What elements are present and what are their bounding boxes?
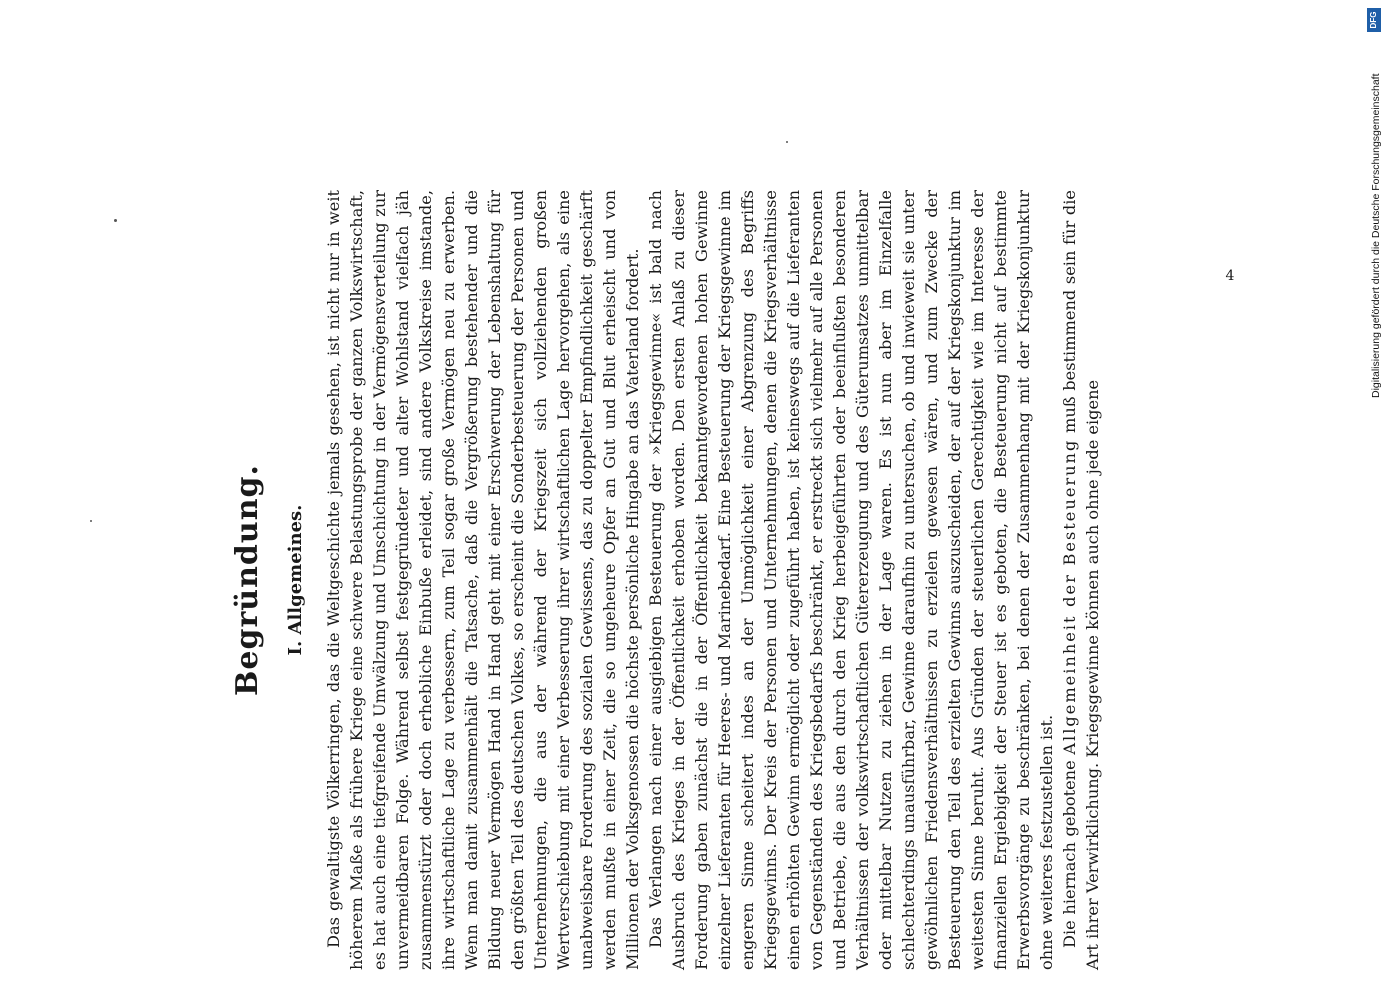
- credit-text: Digitalisierung gefördert durch die Deutsche Forschungsgemeinschaft: [1370, 73, 1382, 398]
- page-number: 4: [1225, 268, 1235, 284]
- paragraph-3: [1058, 190, 1104, 970]
- body-text: [322, 190, 1104, 970]
- scan-speck: [786, 141, 788, 143]
- scan-speck: [114, 219, 117, 222]
- paragraph-3-start: Die hiernach gebotene: [1060, 760, 1079, 948]
- paragraph-2: Das Verlangen nach einer ausgiebigen Besteuerung der »Kriegsgewinne« ist bald nach Ausbruch des Krieges in der Öffentlichkeit erhoben worden. Den ersten Anlaß zu dieser Forderung gaben zunächst die in der Öffentlichkeit bekanntgewordenen hohen Gewinne einzelner Lieferanten für Heeres- und Marinebedarf. Eine Besteuerung der Kriegsgewinne im engeren Sinne scheitert indes an der Unmöglichkeit einer Abgrenzung des Begriffs Kriegsgewinns. Der Kreis der Personen und Unternehmungen, denen die Kriegsverhältnisse einen erhöhten Gewinn ermöglicht oder zugeführt haben, ist keineswegs auf die Lieferanten von Gegenständen des Kriegsbedarfs beschränkt, er erstreckt sich vielmehr auf alle Personen und Betriebe, die aus den durch den Krieg herbeigeführten oder beeinflußten besonderen Verhältnissen der volkswirtschaftlichen Gütererzeugung und des Güterumsatzes unmittelbar oder mittelbar Nutzen zu ziehen in der Lage waren. Es ist nun aber im Einzelfalle schlechterdings unausführbar, Gewinne daraufhin zu untersuchen, ob und inwieweit sie unter gewöhnlichen Friedensverhältnissen zu erzielen gewesen wären, und zum Zwecke der Besteuerung den Teil des erzielten Gewinns auszuscheiden, der auf der Kriegskonjunktur im weitesten Sinne beruht. Aus Gründen der steuerlichen Gerechtigkeit wie im Interesse der finanziellen Ergiebigkeit der Steuer ist es geboten, die Besteuerung nicht auf bestimmte Erwerbsvorgänge zu beschränken, bei denen der Zusammenhang mit der Kriegskonjunktur ohne weiteres festzustellen ist.: [646, 190, 1056, 970]
- page-title: Begründung.: [230, 464, 265, 696]
- scan-speck: [90, 520, 92, 522]
- rotated-page: [230, 190, 1170, 970]
- paragraph-3-end: muß bestimmend sein für die Art ihrer Verwirklichung. Kriegsgewinne können auch ohne jede eigene: [1060, 190, 1102, 970]
- dfg-logo-text: DFG: [1369, 11, 1378, 29]
- digitization-credit: [1366, 8, 1383, 568]
- section-heading: I. Allgemeines.: [285, 504, 306, 656]
- paragraph-3-emphasis: Allgemeinheit der Besteuerung: [1060, 438, 1079, 755]
- paragraph-1: Das gewaltigste Völkerringen, das die Weltgeschichte jemals gesehen, ist nicht nur in weit höherem Maße als frühere Kriege eine schwere Belastungsprobe der ganzen Volkswirtschaft, es hat auch eine tiefgreifende Umwälzung und Umschichtung in der Vermögensverteilung zur unvermeidbaren Folge. Während selbst festgegründeter und alter Wohlstand vielfach jäh zusammenstürzt oder doch erhebliche Einbuße erleidet, sind andere Volkskreise imstande, ihre wirtschaftliche Lage zu verbessern, zum Teil sogar große Vermögen neu zu erwerben. Wenn man damit zusammenhält die Tatsache, daß die Vergrößerung bestehender und die Bildung neuer Vermögen Hand in Hand geht mit einer Erschwerung der Lebenshaltung für den größten Teil des deutschen Volkes, so erscheint die Sonderbesteuerung der Personen und Unternehmungen, die aus der während der Kriegszeit sich vollziehenden großen Wertverschiebung mit einer Verbesserung ihrer wirtschaftlichen Lage hervorgehen, als eine unabweisbare Forderung des sozialen Gewissens, das zu doppelter Empfindlichkeit geschärft werden mußte in einer Zeit, die so ungeheure Opfer an Gut und Blut erheischt und von Millionen der Volksgenossen die höchste persönliche Hingabe an das Vaterland fordert.: [324, 190, 642, 970]
